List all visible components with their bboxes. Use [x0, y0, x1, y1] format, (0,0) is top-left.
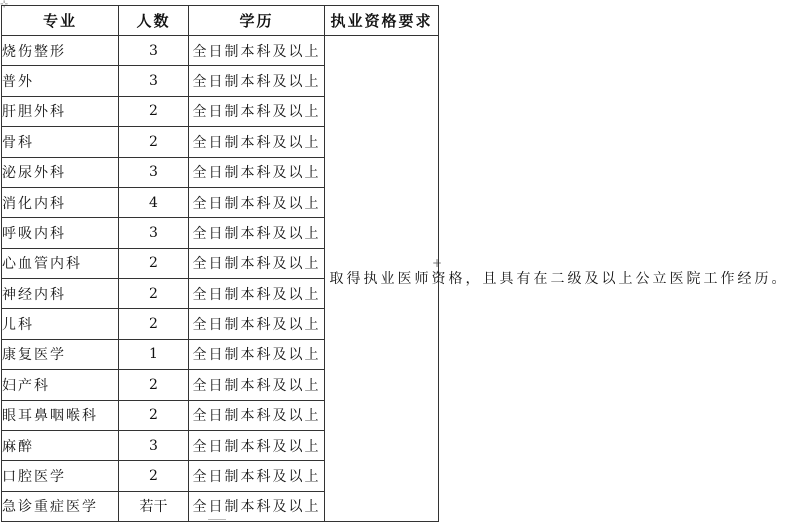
- cell-education: 全日制本科及以上: [189, 218, 325, 248]
- recruitment-table: [1, 5, 789, 522]
- cell-major: 普外: [2, 66, 119, 96]
- header-requirement: 执业资格要求: [325, 6, 439, 36]
- cell-major: 骨科: [2, 127, 119, 157]
- cell-education: 全日制本科及以上: [189, 400, 325, 430]
- cell-major: 儿科: [2, 309, 119, 339]
- header-education: 学历: [189, 6, 325, 36]
- cell-education: 全日制本科及以上: [189, 127, 325, 157]
- cell-education: 全日制本科及以上: [189, 491, 325, 521]
- cell-education: 全日制本科及以上: [189, 66, 325, 96]
- cell-major: 消化内科: [2, 187, 119, 217]
- cell-education: 全日制本科及以上: [189, 309, 325, 339]
- add-column-icon[interactable]: +: [432, 256, 443, 270]
- cell-count: 2: [119, 279, 189, 309]
- cell-education: 全日制本科及以上: [189, 248, 325, 278]
- cell-major: 泌尿外科: [2, 157, 119, 187]
- cell-education: 全日制本科及以上: [189, 36, 325, 66]
- cell-major: 急诊重症医学: [2, 491, 119, 521]
- cell-count: 2: [119, 461, 189, 491]
- cell-education: 全日制本科及以上: [189, 430, 325, 460]
- cell-major: 神经内科: [2, 279, 119, 309]
- cell-count: 2: [119, 309, 189, 339]
- cell-major: 妇产科: [2, 370, 119, 400]
- cell-count: 2: [119, 248, 189, 278]
- cell-major: 心血管内科: [2, 248, 119, 278]
- cell-education: 全日制本科及以上: [189, 96, 325, 126]
- cell-major: 眼耳鼻咽喉科: [2, 400, 119, 430]
- cell-count: 2: [119, 96, 189, 126]
- table-row: [2, 36, 439, 66]
- cell-count: 3: [119, 66, 189, 96]
- cell-requirement: [325, 36, 789, 522]
- cell-count: 4: [119, 187, 189, 217]
- cell-education: 全日制本科及以上: [189, 157, 325, 187]
- header-count: 人数: [119, 6, 189, 36]
- cell-count: 若干: [119, 491, 189, 521]
- cell-major: 呼吸内科: [2, 218, 119, 248]
- cell-major: 康复医学: [2, 339, 119, 369]
- cell-education: 全日制本科及以上: [189, 279, 325, 309]
- cell-education: 全日制本科及以上: [189, 187, 325, 217]
- cell-count: 3: [119, 157, 189, 187]
- table-header-row: [2, 6, 439, 36]
- cell-count: 2: [119, 400, 189, 430]
- cell-count: 2: [119, 370, 189, 400]
- requirement-text: 取得执业医师资格，且具有在二级及以上公立医院工作经历。: [329, 270, 789, 287]
- cell-major: 口腔医学: [2, 461, 119, 491]
- cell-education: 全日制本科及以上: [189, 339, 325, 369]
- cell-education: 全日制本科及以上: [189, 461, 325, 491]
- cell-count: 2: [119, 127, 189, 157]
- table-anchor-icon: ⊹: [0, 0, 9, 10]
- cell-count: 3: [119, 36, 189, 66]
- header-major: 专业: [2, 6, 119, 36]
- cell-count: 3: [119, 218, 189, 248]
- cell-education: 全日制本科及以上: [189, 370, 325, 400]
- cell-major: 肝胆外科: [2, 96, 119, 126]
- cell-major: 麻醉: [2, 430, 119, 460]
- cell-major: 烧伤整形: [2, 36, 119, 66]
- cell-count: 3: [119, 430, 189, 460]
- cell-count: 1: [119, 339, 189, 369]
